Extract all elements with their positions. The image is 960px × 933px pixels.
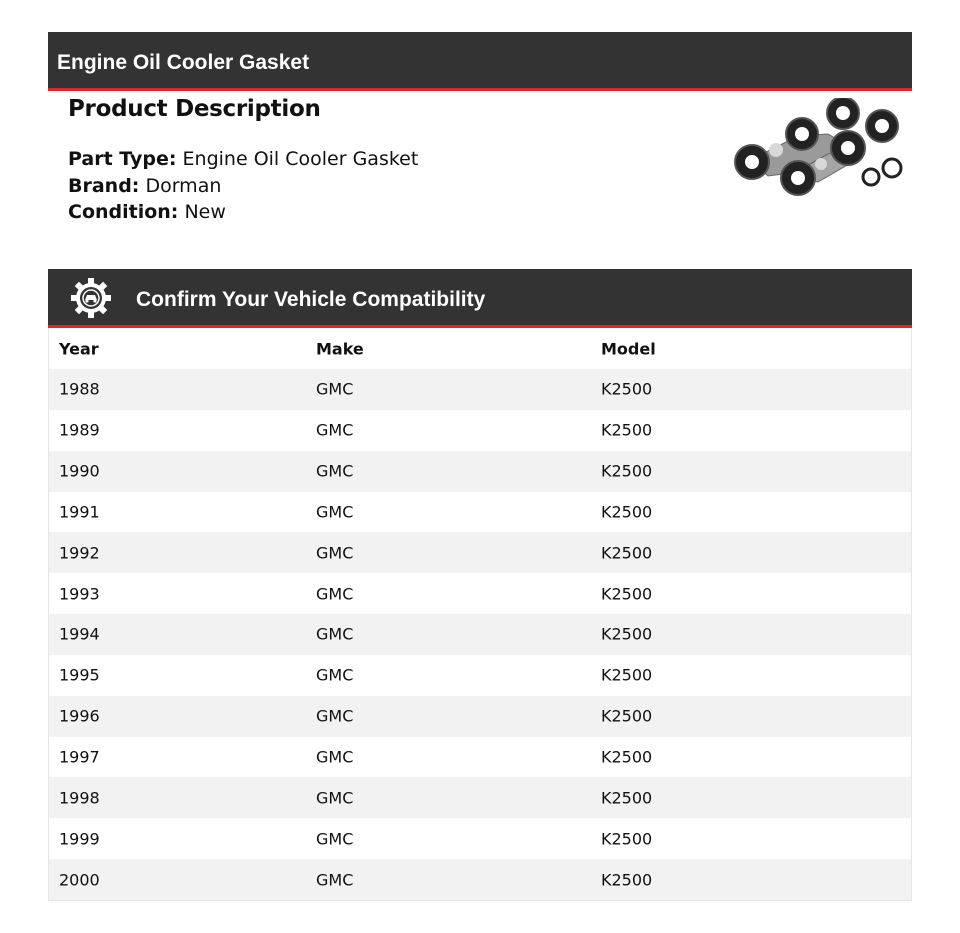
cell-model: K2500 (601, 420, 653, 440)
table-row (49, 369, 911, 410)
table-row (49, 777, 911, 818)
compatibility-bar (48, 269, 912, 328)
cell-make: GMC (316, 788, 354, 808)
table-row (49, 655, 911, 696)
condition-value: New (184, 201, 226, 223)
col-make: Make (316, 339, 364, 358)
brand-value: Dorman (145, 174, 222, 197)
cell-make: GMC (316, 379, 354, 399)
table-row (49, 859, 911, 900)
cell-year: 1996 (59, 706, 100, 726)
title-bar (48, 32, 912, 91)
cell-year: 1991 (59, 502, 100, 522)
cell-model: K2500 (601, 788, 653, 808)
gear-car-icon (70, 277, 112, 319)
brand-label: Brand: (68, 174, 140, 197)
cell-make: GMC (316, 870, 354, 890)
cell-model: K2500 (601, 829, 653, 849)
compatibility-title: Confirm Your Vehicle Compatibility (136, 288, 486, 311)
cell-make: GMC (316, 502, 354, 522)
table-header (49, 328, 911, 369)
cell-year: 2000 (59, 870, 100, 890)
cell-year: 1993 (59, 584, 100, 604)
table-row (49, 532, 911, 573)
cell-year: 1997 (59, 747, 100, 767)
part-type-label: Part Type: (68, 148, 177, 170)
cell-year: 1999 (59, 829, 100, 849)
table-row (49, 573, 911, 614)
cell-model: K2500 (601, 584, 653, 604)
cell-make: GMC (316, 624, 354, 644)
cell-year: 1988 (59, 379, 100, 399)
cell-model: K2500 (601, 543, 653, 563)
description-heading: Product Description (68, 96, 321, 122)
cell-make: GMC (316, 706, 354, 726)
part-type-row (68, 146, 418, 173)
cell-year: 1990 (59, 461, 100, 481)
cell-year: 1995 (59, 665, 100, 685)
cell-year: 1992 (59, 543, 100, 563)
cell-model: K2500 (601, 706, 653, 726)
part-type-value: Engine Oil Cooler Gasket (182, 148, 419, 170)
cell-model: K2500 (601, 379, 653, 399)
table-row (49, 492, 911, 533)
cell-make: GMC (316, 829, 354, 849)
cell-make: GMC (316, 747, 354, 767)
col-year: Year (59, 339, 99, 358)
table-row (49, 696, 911, 737)
cell-model: K2500 (601, 502, 653, 522)
table-row (49, 451, 911, 492)
page-title: Engine Oil Cooler Gasket (57, 51, 310, 74)
cell-make: GMC (316, 665, 354, 685)
cell-model: K2500 (601, 461, 653, 481)
product-description (68, 96, 418, 226)
compatibility-table (48, 328, 912, 901)
cell-make: GMC (316, 420, 354, 440)
table-row (49, 737, 911, 778)
condition-label: Condition: (68, 201, 179, 223)
cell-year: 1989 (59, 420, 100, 440)
table-row (49, 614, 911, 655)
cell-model: K2500 (601, 624, 653, 644)
brand-row (68, 173, 418, 200)
table-row (49, 410, 911, 451)
product-image (728, 98, 908, 198)
cell-model: K2500 (601, 870, 653, 890)
col-model: Model (601, 339, 656, 358)
cell-make: GMC (316, 584, 354, 604)
cell-make: GMC (316, 543, 354, 563)
condition-row (68, 199, 418, 226)
table-row (49, 818, 911, 859)
cell-make: GMC (316, 461, 354, 481)
cell-year: 1994 (59, 624, 100, 644)
cell-model: K2500 (601, 747, 653, 767)
cell-model: K2500 (601, 665, 653, 685)
cell-year: 1998 (59, 788, 100, 808)
